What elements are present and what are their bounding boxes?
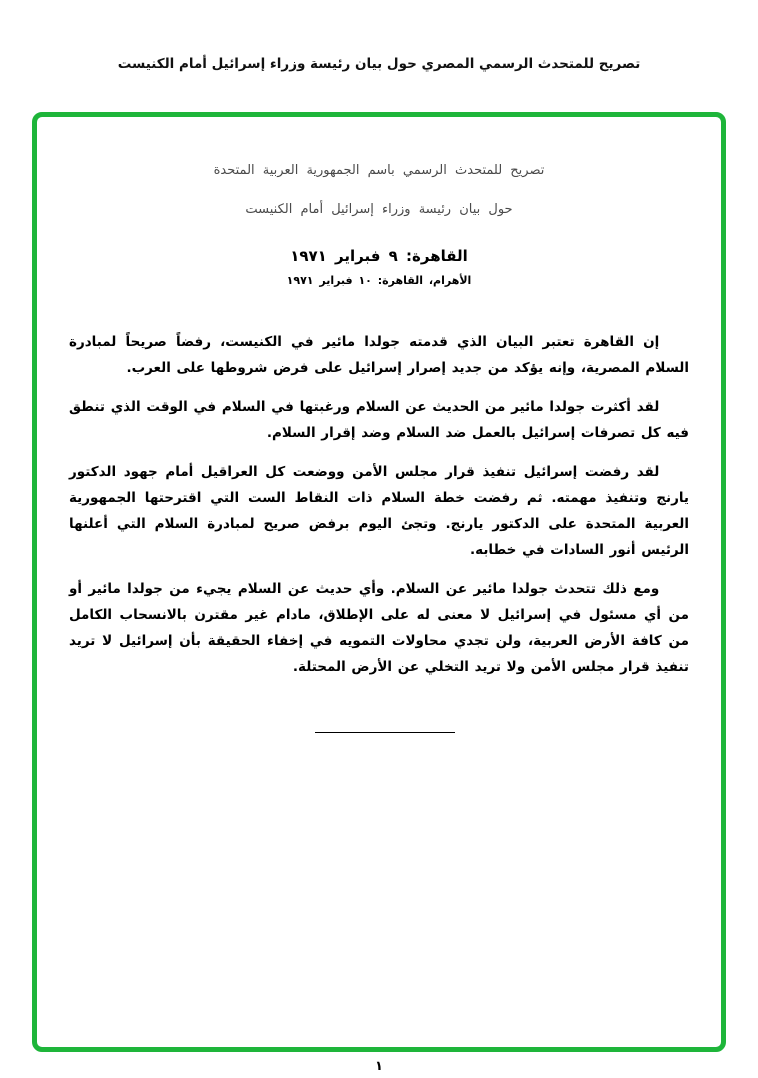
document-frame xyxy=(32,112,726,1052)
document-frame-inner xyxy=(37,117,721,1047)
paragraph-3: لقد رفضت إسرائيل تنفيذ قرار مجلس الأمن ووضعت كل العراقيل أمام جهود الدكتور يارنج وتنفيذ مهمته. ثم رفضت خطة السلام ذات النقاط الست التي اقترحتها الجمهورية العربية المتحدة على الدكتور يارنج. وتجئ اليوم برفض صريح لمبادرة السلام التي أعلنها الرئيس أنور السادات في خطابه. xyxy=(69,463,689,558)
section-divider xyxy=(315,732,455,733)
document-body xyxy=(63,329,695,680)
paragraph-2: لقد أكثرت جولدا مائير من الحديث عن السلام ورغبتها في السلام في الوقت الذي تنطق فيه كل تصرفات إسرائيل بالعمل ضد السلام وضد إقرار السلام. xyxy=(69,398,689,441)
typewriter-heading-line1: تصريح للمتحدث الرسمي باسم الجمهورية العربية المتحدة xyxy=(213,163,545,178)
document-title: تصريح للمتحدث الرسمي المصري حول بيان رئيسة وزراء إسرائيل أمام الكنيست xyxy=(117,56,641,72)
page-number: ١ xyxy=(375,1059,383,1074)
paragraph-4: ومع ذلك تتحدث جولدا مائير عن السلام. وأي حديث عن السلام يجيء من جولدا مائير أو من أي مسئول في إسرائيل لا معنى له على الإطلاق، مادام غير مقترن بالانسحاب الكامل من كافة الأرض العربية، ولن تجدي محاولات التمويه في إخفاء الحقيقة بأن إسرائيل لا تريد تنفيذ قرار مجلس الأمن ولا تريد التخلي عن الأرض المحتلة. xyxy=(69,580,689,675)
paragraph-1: إن القاهرة تعتبر البيان الذي قدمته جولدا مائير في الكنيست، رفضاً صريحاً لمبادرة السلام المصرية، وإنه يؤكد من جديد إصرار إسرائيل على فرض شروطها على العرب. xyxy=(69,333,689,376)
source-citation: الأهرام، القاهرة: ١٠ فبراير ١٩٧١ xyxy=(286,273,472,287)
typewriter-heading-line2: حول بيان رئيسة وزراء إسرائيل أمام الكنيست xyxy=(245,201,513,217)
dateline: القاهرة: ٩ فبراير ١٩٧١ xyxy=(290,246,468,265)
